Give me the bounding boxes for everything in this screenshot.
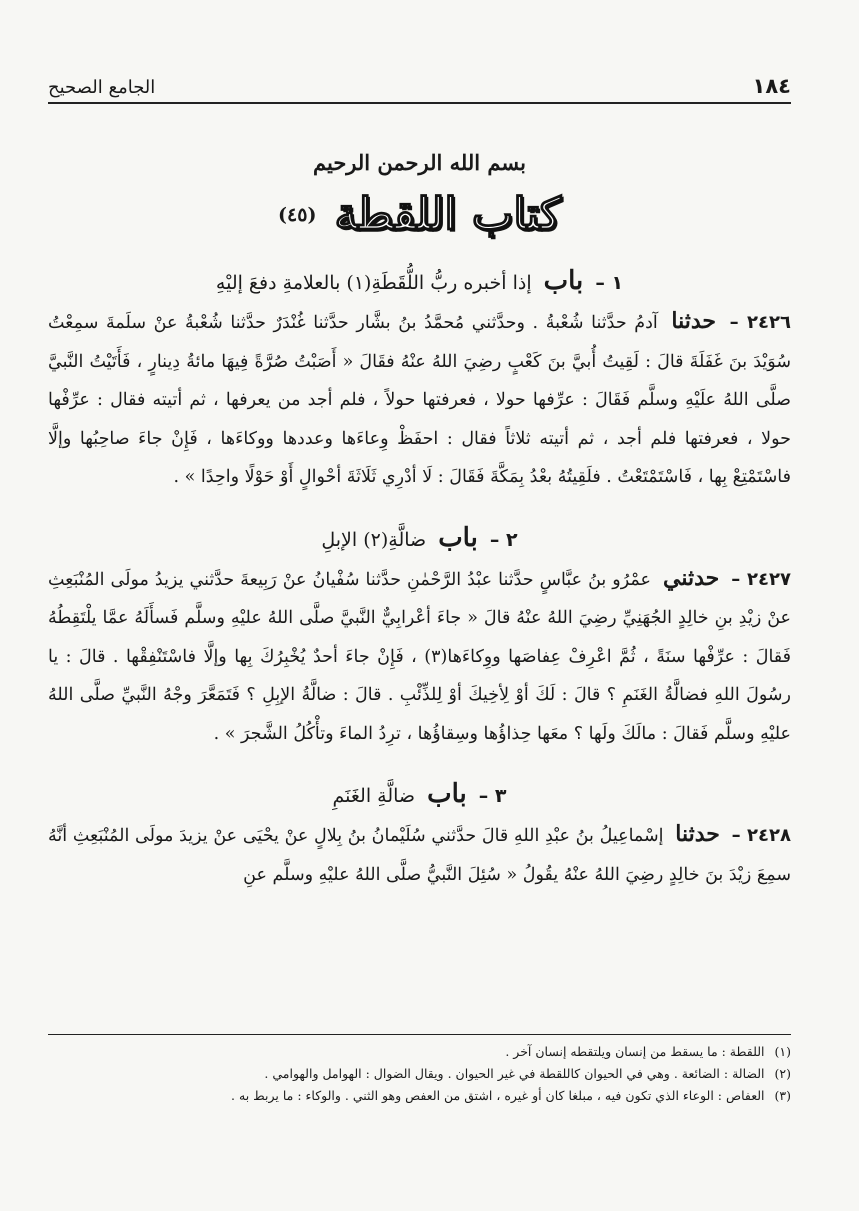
page-number: ١٨٤	[752, 74, 791, 98]
footnote-text: الضالة : الضائعة . وهي في الحيوان كاللقطة في غير الحيوان . ويقال الضوال : الهوامل والهوامي .	[264, 1066, 765, 1081]
book-number: (٤٥)	[278, 203, 317, 226]
footnotes	[48, 1034, 791, 1107]
hadith-paragraph	[48, 302, 791, 497]
chapter-word: باب	[438, 522, 478, 553]
footnote-number: (١)	[774, 1044, 791, 1059]
hadith-opening: حدثني	[663, 564, 720, 591]
hadith-paragraph	[48, 815, 791, 894]
chapter-heading	[48, 523, 791, 553]
chapter-number: ١ –	[595, 272, 624, 294]
hadith-text: عمْرُو بنُ عبَّاسٍ حدَّثنا عبْدُ الرَّحْمٰنِ حدَّثنا سُفْيانُ عنْ رَبِيعةَ حدَّثني يزيدُ مولَى المُنْبَعِثِ عنْ زيْدِ بنِ خالِدٍ الجُهَنِيِّ رضِيَ اللهُ عنْهُ قالَ « جاءَ أعْرابِيٌّ النَّبيَّ صلَّى اللهُ عليْهِ وسلَّم فَسأَلَهُ عمَّا يلْتَقِطُهُ فَقالَ : عرِّفْها سنَةً ، ثُمَّ اعْرِفْ عِفاصَها ووِكاءَها(٣) ، فَإِنْ جاءَ أحدٌ يُخْبِرُكَ بِها وإلَّا فاسْتَنْفِقْها . قالَ : يا رسُولَ اللهِ فضالَّةُ الغَنَمِ ؟ قالَ : لَكَ أوْ لِأخِيكَ أوْ لِلذِّئْبِ . قالَ : ضالَّةُ الإبِلِ ؟ فَتَمَعَّرَ وجْهُ النَّبيِّ صلَّى اللهُ عليْهِ وسلَّم فَقالَ : مالَكَ ولَها ؟ معَها حِذاؤُها وسِقاؤُها ، ترِدُ الماءَ وتأْكُلُ الشَّجرَ » .	[48, 569, 791, 744]
footnote	[48, 1085, 791, 1107]
hadith-number: ٢٤٢٧ –	[731, 568, 791, 590]
chapter-word: باب	[543, 266, 584, 296]
hadith-text: إسْماعِيلُ بنُ عبْدِ اللهِ قالَ حدَّثني سُلَيْمانُ بنُ بِلالٍ عنْ يحْيَى عنْ يزيدَ مولَى المُنْبَعِثِ أنَّهُ سمِعَ زيْدَ بنَ خالِدٍ رضِيَ اللهُ عنْهُ يقُولُ « سُئِلَ النَّبيُّ صلَّى اللهُ عليْهِ وسلَّم عنِ	[48, 826, 791, 885]
hadith-text: آدمُ حدَّثنا شُعْبةُ . وحدَّثني مُحمَّدُ بنُ بشَّار حدَّثنا غُنْدَرٌ حدَّثنا شُعْبةُ عنْ سلَمةَ سمِعْتُ سُوَيْدَ بنَ غَفَلَةَ قالَ : لَقِيتُ أُبيَّ بنَ كَعْبٍ رضِيَ اللهُ عنْهُ فقَالَ « أَصَبْتُ صُرَّةً فِيهَا مائةُ دِينارٍ ، فَأَتَيْتُ النَّبيَّ صلَّى اللهُ علَيْهِ وسلَّم فَقَالَ : عرِّفها حولا ، فعرفتها حولاً ، فلم أجد من يعرفها ، ثم أتيته فقال : عرِّفْها حولا ، فعرفتها فلم أجد ، ثم أتيته ثلاثاً فقال : احفَظْ وِعاءَها وعددها ووكاءَها ، فَإِنْ جاءَ صاحِبُها وإلَّا فاسْتَمْتِعْ بِها ، فَاسْتَمْتَعْتُ . فلَقِيتُهُ بعْدُ بِمَكَّةَ فَقَالَ : لَا أدْرِي ثَلَاثَةَ أحْوالٍ أَوْ حَوْلًا واحِدًا » .	[48, 313, 791, 487]
chapter-number: ٢ –	[489, 528, 518, 551]
footnote-number: (٣)	[774, 1088, 791, 1103]
chapter-heading	[48, 266, 791, 296]
hadith-number: ٢٤٢٨ –	[731, 825, 791, 846]
chapter-word: باب	[427, 779, 467, 809]
chapter-title: إذا أخبره ربُّ اللُّقَطَةِ(١) بالعلامةِ دفعَ إليْهِ	[215, 272, 532, 294]
basmala: بسم الله الرحمن الرحيم	[313, 150, 526, 175]
hadith-opening: حدثنا	[671, 308, 717, 334]
footnote-text: العفاص : الوعاء الذي تكون فيه ، مبلغا كان أو غيره ، اشتق من العفص وهو الثني . والوكاء : ما يربط به .	[231, 1088, 765, 1103]
chapter-heading	[48, 779, 791, 809]
chapter-title: ضالَّةِ الغَنَمِ	[332, 785, 416, 807]
chapter-number: ٣ –	[478, 785, 507, 807]
book-title: كتاب اللقطة	[334, 189, 561, 240]
footnote	[48, 1063, 791, 1085]
hadith-number: ٢٤٢٦ –	[729, 312, 791, 333]
book-heading	[48, 189, 791, 240]
footnote	[48, 1041, 791, 1063]
footnote-number: (٢)	[774, 1066, 791, 1081]
hadith-opening: حدثنا	[675, 821, 720, 847]
page-header	[48, 58, 791, 104]
hadith-paragraph	[48, 559, 791, 754]
running-title: الجامع الصحيح	[48, 77, 156, 98]
footnote-text: اللقطة : ما يسقط من إنسان ويلتقطه إنسان آخر .	[505, 1044, 765, 1059]
chapter-title: ضالَّةِ(٢) الإبلِ	[321, 528, 427, 551]
